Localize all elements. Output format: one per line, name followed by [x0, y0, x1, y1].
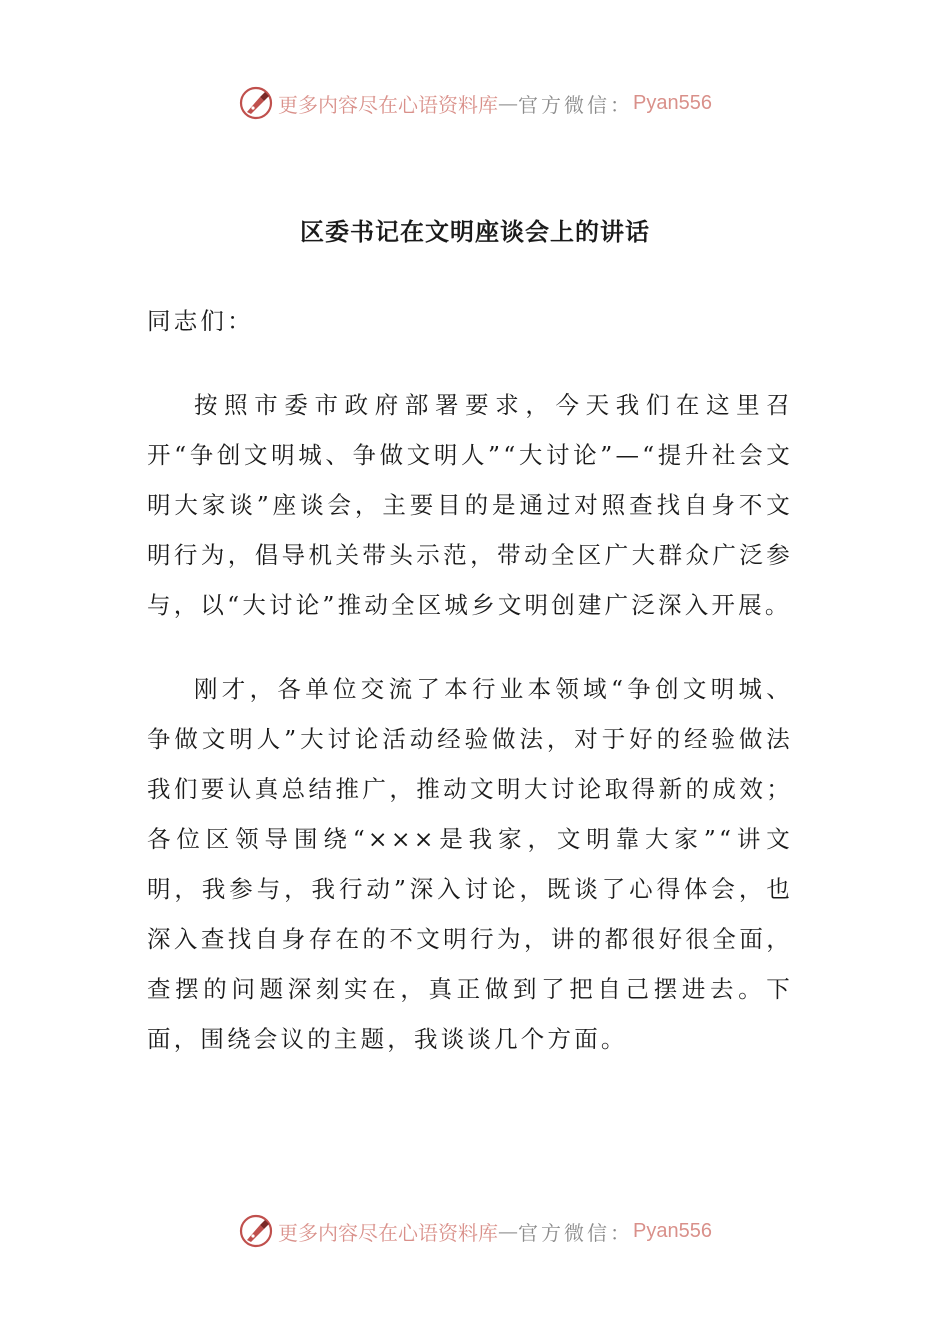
banner-wechat-label: 官方微信： — [518, 92, 634, 117]
banner-separator: — — [498, 1219, 519, 1243]
document-title: 区委书记在文明座谈会上的讲话 — [300, 218, 650, 246]
pen-nib-logo-icon — [238, 85, 274, 121]
pen-nib-logo-icon — [238, 1213, 274, 1249]
header-banner — [0, 83, 950, 123]
banner-wechat-id: Pyan556 — [633, 1219, 712, 1242]
banner-wechat-label: 官方微信： — [518, 1220, 634, 1245]
body-paragraph: 按照市委市政府部署要求，今天我们在这里召开“争创文明城、争做文明人”“大讨论”—“提升社会文明大家谈”座谈会，主要目的是通过对照查找自身不文明行为，倡导机关带头示范，带动全区广大群众广泛参与，以“大讨论”推动全区城乡文明创建广泛深入开展。 — [147, 391, 793, 619]
document-body — [147, 296, 793, 1098]
banner-brand-text: 更多内容尽在心语资料库 — [278, 1220, 499, 1245]
salutation: 同志们： — [147, 307, 254, 335]
banner-wechat-id: Pyan556 — [633, 91, 712, 114]
banner-brand-text: 更多内容尽在心语资料库 — [278, 92, 499, 117]
banner-separator: — — [498, 91, 519, 115]
body-paragraph: 刚才，各单位交流了本行业本领域“争创文明城、争做文明人”大讨论活动经验做法，对于好的经验做法我们要认真总结推广，推动文明大讨论取得新的成效；各位区领导围绕“×××是我家，文明靠大家”“讲文明，我参与，我行动”深入讨论，既谈了心得体会，也深入查找自身存在的不文明行为，讲的都很好很全面，查摆的问题深刻实在，真正做到了把自己摆进去。下面，围绕会议的主题，我谈谈几个方面。 — [147, 675, 793, 1053]
footer-banner — [0, 1211, 950, 1251]
